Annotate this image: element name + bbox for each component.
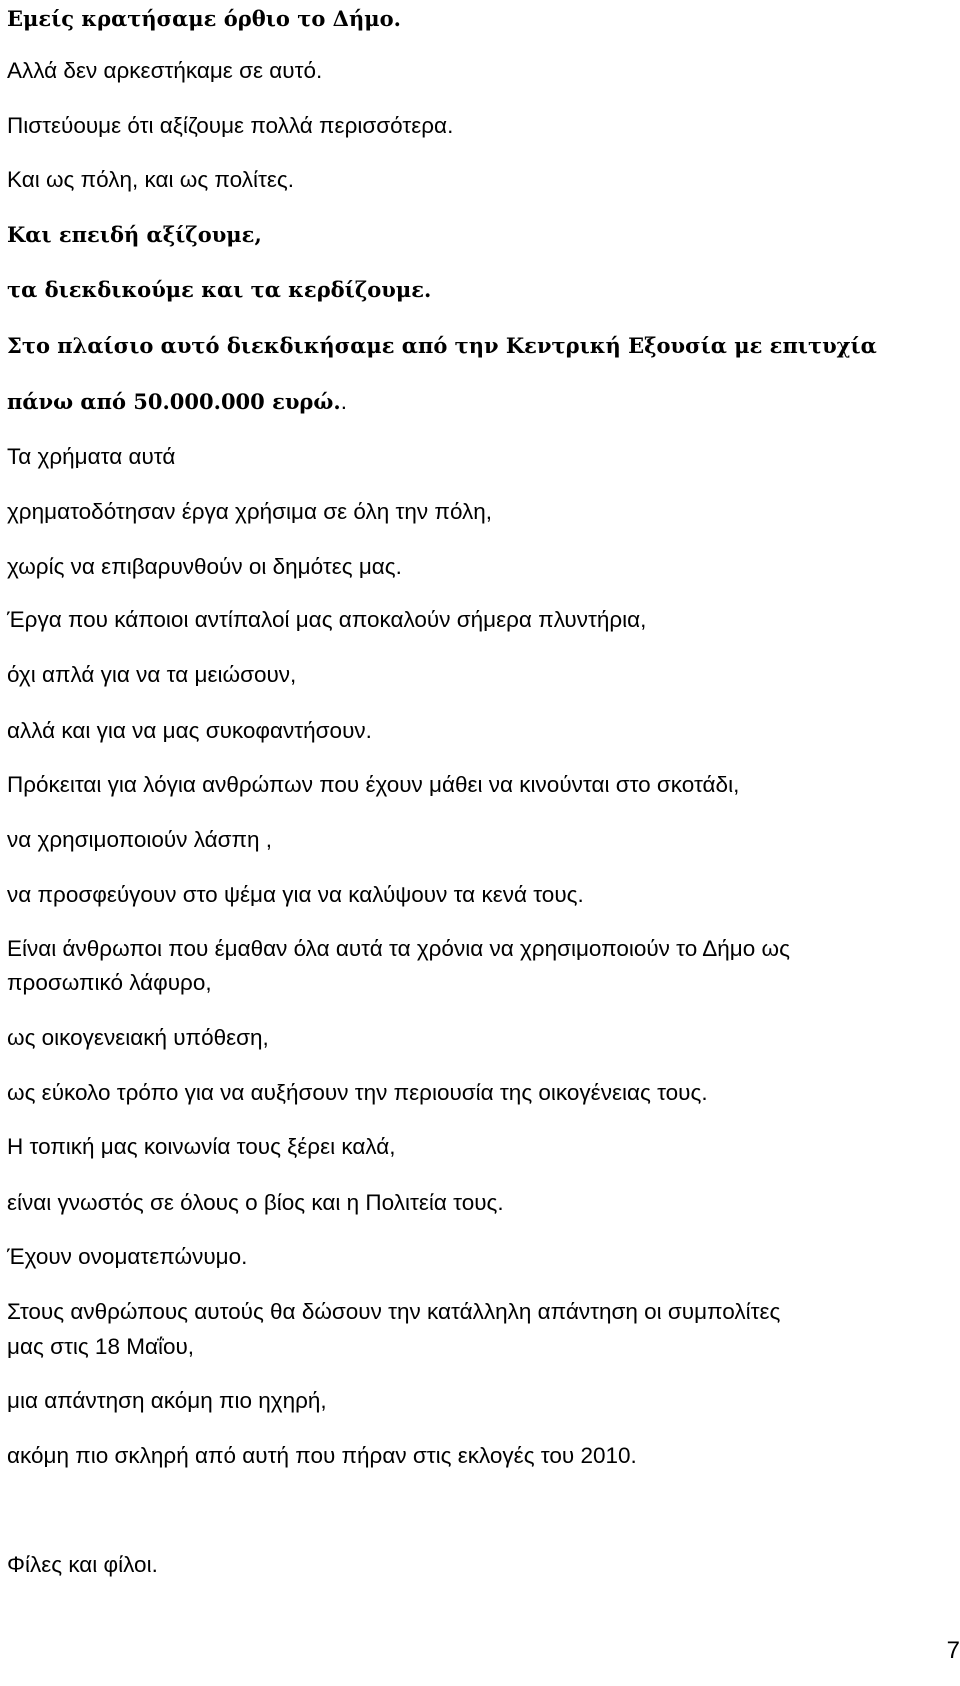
text-line-21: ως εύκολο τρόπο για να αυξήσουν την περιουσία της οικογένειας τους. — [7, 1080, 708, 1105]
text-line-13: όχι απλά για να τα μειώσουν, — [7, 662, 297, 687]
text-line-5: Και επειδή αξίζουμε, — [7, 222, 262, 247]
page-number: 7 — [946, 1637, 960, 1664]
text-line-19: προσωπικό λάφυρο, — [7, 970, 212, 995]
text-line-4: Και ως πόλη, και ως πολίτες. — [7, 167, 294, 192]
text-line-24: Έχουν ονοματεπώνυμο. — [7, 1244, 248, 1269]
text-line-29: Φίλες και φίλοι. — [7, 1552, 158, 1577]
text-line-8-trailing: . — [340, 389, 347, 414]
text-line-2: Αλλά δεν αρκεστήκαμε σε αυτό. — [7, 58, 323, 83]
text-line-18: Είναι άνθρωποι που έμαθαν όλα αυτά τα χρόνια να χρησιμοποιούν το Δήμο ως — [7, 936, 790, 961]
text-line-8 — [7, 391, 347, 414]
text-line-15: Πρόκειται για λόγια ανθρώπων που έχουν μάθει να κινούνται στο σκοτάδι, — [7, 772, 740, 797]
text-line-6: τα διεκδικούμε και τα κερδίζουμε. — [7, 277, 432, 302]
text-line-10: χρηματοδότησαν έργα χρήσιμα σε όλη την πόλη, — [7, 499, 493, 524]
text-line-12: Έργα που κάποιοι αντίπαλοί μας αποκαλούν σήμερα πλυντήρια, — [7, 607, 647, 632]
text-line-28: ακόμη πιο σκληρή από αυτή που πήραν στις εκλογές του 2010. — [7, 1443, 637, 1468]
text-line-22: Η τοπική μας κοινωνία τους ξέρει καλά, — [7, 1134, 396, 1159]
text-line-25: Στους ανθρώπους αυτούς θα δώσουν την κατάλληλη απάντηση οι συμπολίτες — [7, 1299, 781, 1324]
text-line-11: χωρίς να επιβαρυνθούν οι δημότες μας. — [7, 554, 402, 579]
text-line-27: μια απάντηση ακόμη πιο ηχηρή, — [7, 1388, 327, 1413]
text-line-23: είναι γνωστός σε όλους ο βίος και η Πολιτεία τους. — [7, 1190, 504, 1215]
text-line-1: Εμείς κρατήσαμε όρθιο το Δήμο. — [7, 6, 401, 31]
text-line-26: μας στις 18 Μαΐου, — [7, 1334, 195, 1359]
text-line-7: Στο πλαίσιο αυτό διεκδικήσαμε από την Κεντρική Εξουσία με επιτυχία — [7, 333, 877, 358]
text-line-16: να χρησιμοποιούν λάσπη , — [7, 827, 273, 852]
text-line-9: Τα χρήματα αυτά — [7, 444, 176, 469]
text-line-8-bold: πάνω από 50.000.000 ευρώ. — [7, 389, 341, 414]
text-line-20: ως οικογενειακή υπόθεση, — [7, 1025, 269, 1050]
text-line-17: να προσφεύγουν στο ψέμα για να καλύψουν τα κενά τους. — [7, 882, 584, 907]
text-line-14: αλλά και για να μας συκοφαντήσουν. — [7, 718, 372, 743]
text-line-3: Πιστεύουμε ότι αξίζουμε πολλά περισσότερα. — [7, 113, 454, 138]
